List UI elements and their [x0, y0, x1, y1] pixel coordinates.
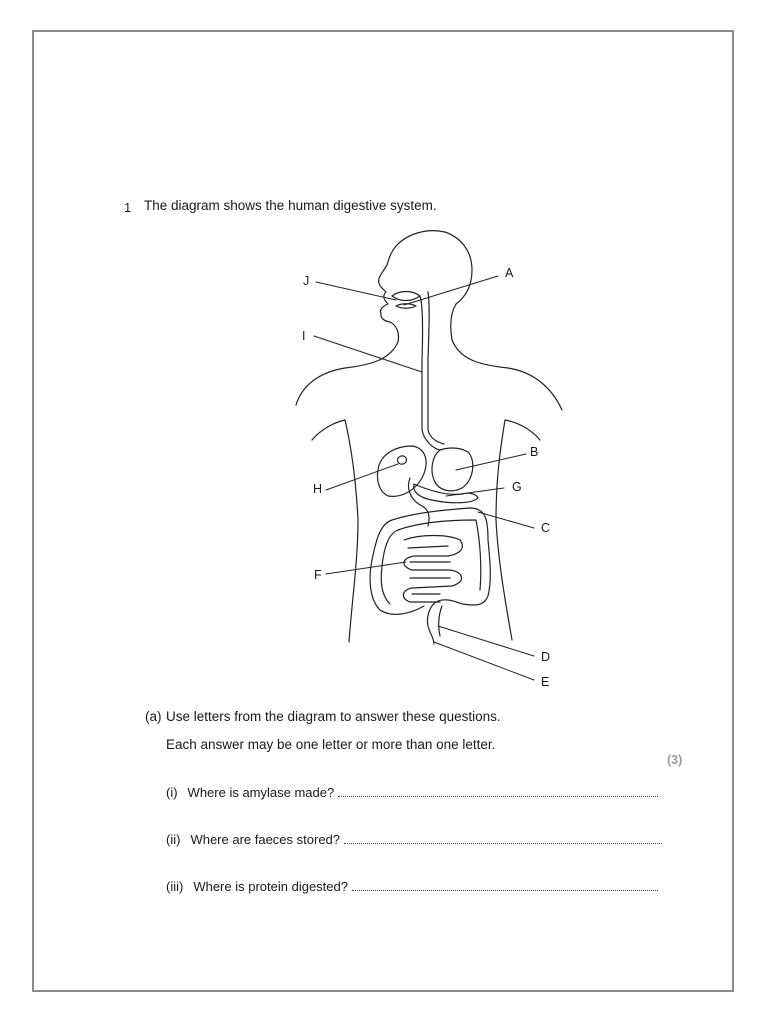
label-e: E [541, 675, 550, 689]
subquestion-number: (ii) [166, 832, 181, 847]
small-intestine [403, 536, 462, 603]
marks-label: (3) [667, 753, 683, 767]
question-number: 1 [124, 200, 132, 215]
label-c: C [541, 521, 551, 535]
large-intestine [370, 508, 490, 614]
rectum [427, 602, 436, 644]
subquestion-number: (iii) [166, 879, 184, 894]
label-h: H [313, 482, 323, 496]
label-j: J [303, 274, 310, 288]
subquestion-number: (i) [166, 785, 178, 800]
question-stem: The diagram shows the human digestive system. [144, 198, 437, 213]
liver [377, 446, 426, 496]
label-a: A [505, 266, 514, 280]
part-a-text: Use letters from the diagram to answer these questions. [166, 709, 501, 724]
label-i: I [302, 329, 306, 343]
subquestion-text: Where is protein digested? [193, 879, 348, 894]
answer-line-ii[interactable] [344, 833, 662, 844]
left-torso-outline [312, 420, 358, 642]
subquestion-text: Where is amylase made? [187, 785, 335, 800]
mouth-cavity [392, 292, 420, 301]
stomach [432, 448, 473, 491]
duodenum [409, 478, 430, 526]
label-f: F [314, 568, 322, 582]
gall-bladder [398, 456, 407, 464]
part-a-label: (a) [145, 709, 162, 724]
label-d: D [541, 650, 551, 664]
label-b: B [530, 445, 539, 459]
left-shoulder-outline [296, 342, 398, 405]
subquestion-text: Where are faeces stored? [190, 832, 341, 847]
answer-line-i[interactable] [338, 786, 658, 797]
subquestion-ii [166, 832, 662, 847]
oesophagus [420, 296, 440, 450]
head-outline [379, 231, 472, 342]
right-shoulder-outline [452, 340, 562, 410]
label-g: G [512, 480, 522, 494]
part-a-instruction: Each answer may be one letter or more than one letter. [166, 737, 496, 752]
subquestion-iii [166, 879, 658, 894]
answer-line-iii[interactable] [352, 880, 658, 891]
subquestion-i [166, 785, 658, 800]
